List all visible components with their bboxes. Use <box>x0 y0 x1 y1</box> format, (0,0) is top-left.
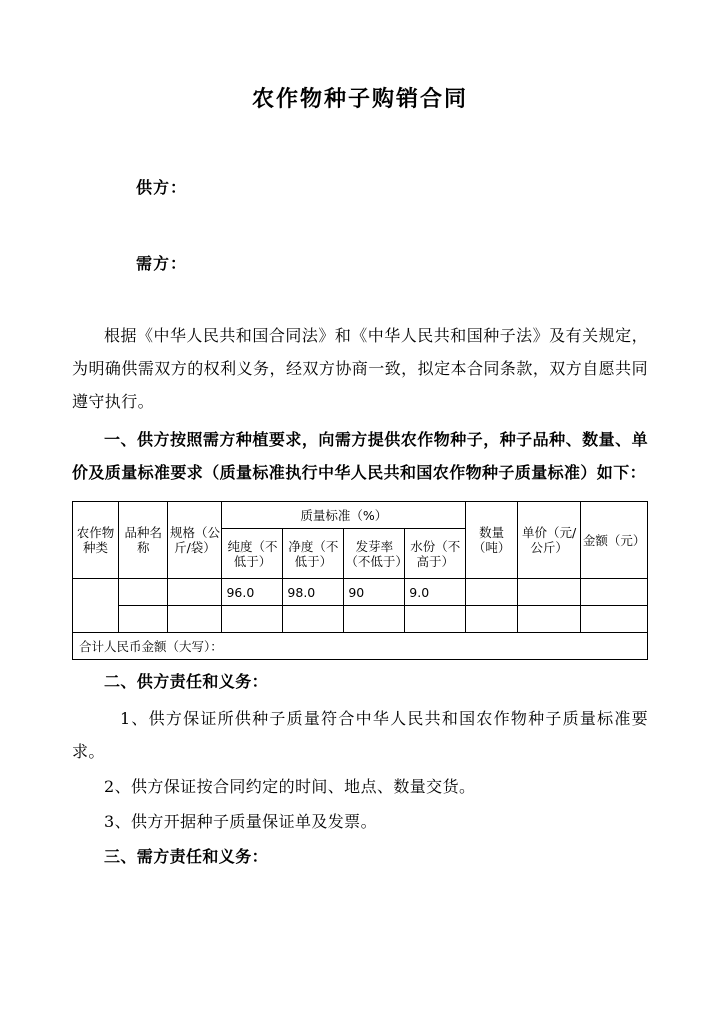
header-moisture: 水份（不高于） <box>405 529 466 579</box>
page-title: 农作物种子购销合同 <box>251 86 468 112</box>
header-quantity: 数量（吨） <box>466 502 518 579</box>
cell-amount[interactable] <box>581 579 648 606</box>
header-unit-price: 单价（元/公斤） <box>517 502 580 579</box>
section-two-heading: 二、供方责任和义务： <box>104 672 269 691</box>
cell-moisture[interactable]: 9.0 <box>405 579 466 606</box>
cell-purity[interactable]: 96.0 <box>222 579 283 606</box>
cell-crop-type[interactable] <box>73 579 119 633</box>
section-three-heading: 三、需方责任和义务： <box>104 847 269 866</box>
clause-one-paragraph: 一、供方按照需方种植要求，向需方提供农作物种子，种子品种、数量、单价及质量标准要求（质量标准执行中华人民共和国农作物种子质量标准）如下： <box>72 430 648 482</box>
header-germination: 发芽率（不低于） <box>344 529 405 579</box>
header-quality-standard-group: 质量标准（%） <box>222 502 466 529</box>
header-cleanliness: 净度（不低于） <box>283 529 344 579</box>
cell-moisture[interactable] <box>405 606 466 633</box>
seed-specification-table <box>72 501 648 660</box>
table-header-row-group <box>73 502 648 529</box>
table-row <box>73 579 648 606</box>
supplier-label: 供方： <box>136 178 188 197</box>
header-amount: 金额（元） <box>581 502 648 579</box>
cell-cleanliness[interactable] <box>283 606 344 633</box>
total-amount-label[interactable]: 合计人民币金额（大写）： <box>73 633 648 660</box>
header-specification: 规格（公斤/袋） <box>168 502 222 579</box>
cell-quantity[interactable] <box>466 606 518 633</box>
cell-quantity[interactable] <box>466 579 518 606</box>
cell-amount[interactable] <box>581 606 648 633</box>
cell-variety-name[interactable] <box>119 606 168 633</box>
header-purity: 纯度（不低于） <box>222 529 283 579</box>
section-two-item-1: 1、供方保证所供种子质量符合中华人民共和国农作物种子质量标准要求。 <box>72 709 648 761</box>
cell-unit-price[interactable] <box>517 579 580 606</box>
cell-specification[interactable] <box>168 606 222 633</box>
cell-cleanliness[interactable]: 98.0 <box>283 579 344 606</box>
table-total-row <box>73 633 648 660</box>
cell-germination[interactable] <box>344 606 405 633</box>
header-variety-name: 品种名称 <box>119 502 168 579</box>
cell-specification[interactable] <box>168 579 222 606</box>
cell-unit-price[interactable] <box>517 606 580 633</box>
section-two-item-2: 2、供方保证按合同约定的时间、地点、数量交货。 <box>104 777 476 796</box>
cell-variety-name[interactable] <box>119 579 168 606</box>
buyer-label: 需方： <box>136 254 188 273</box>
cell-germination[interactable]: 90 <box>344 579 405 606</box>
section-two-item-3: 3、供方开据种子质量保证单及发票。 <box>104 812 377 831</box>
header-crop-type: 农作物种类 <box>73 502 119 579</box>
table-row <box>73 606 648 633</box>
cell-purity[interactable] <box>222 606 283 633</box>
intro-paragraph: 根据《中华人民共和国合同法》和《中华人民共和国种子法》及有关规定，为明确供需双方的权利义务，经双方协商一致，拟定本合同条款，双方自愿共同遵守执行。 <box>72 326 648 411</box>
